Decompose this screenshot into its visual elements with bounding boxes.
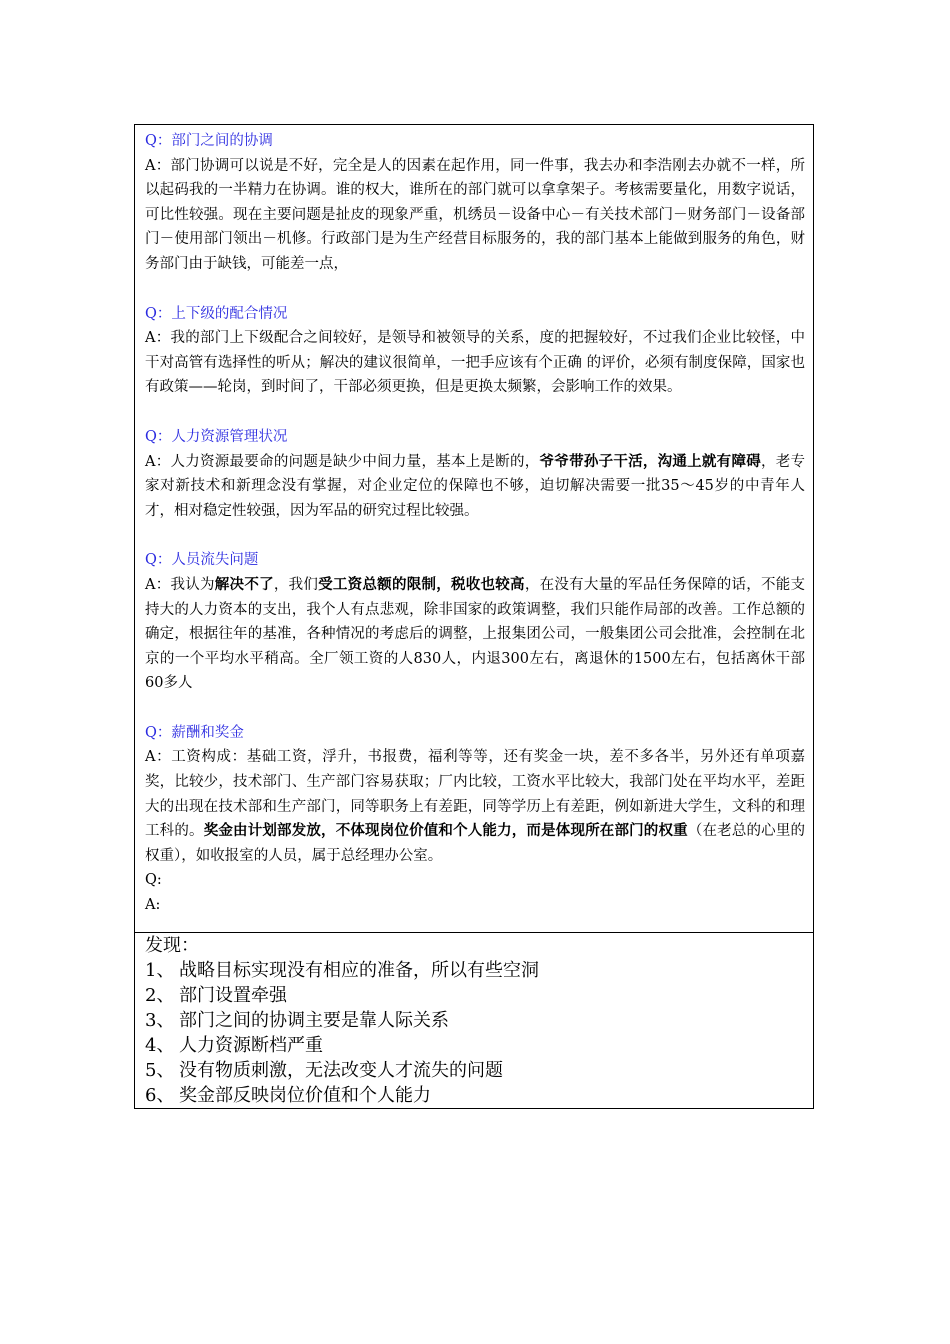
answer-emphasis: 受工资总额的限制，税收也较高: [318, 575, 525, 593]
question-prefix: Q：: [145, 305, 172, 322]
question-heading: [145, 548, 805, 573]
answer-text: 部门协调可以说是不好，完全是人的因素在起作用，同一件事，我去办和李浩刚去办就不一样，所以起码我的一半精力在协调。谁的权大，谁所在的部门就可以拿拿架子。考核需要量化，用数字说话，可比性较强。现在主要问题是扯皮的现象严重，机绣员－设备中心－有关技术部门－财务部门－设备部门－使用部门领出－机修。行政部门是为生产经营目标服务的，我的部门基本上能做到服务的角色，财务部门由于缺钱，可能差一点，: [145, 157, 805, 272]
answer-paragraph: [145, 154, 805, 277]
question-text: 部门之间的协调: [171, 133, 273, 149]
findings-list: [145, 958, 805, 1108]
finding-text: 人力资源断档严重: [179, 1034, 323, 1056]
question-heading: [145, 302, 805, 327]
answer-prefix: A：: [145, 157, 171, 174]
qa-block: [145, 425, 805, 523]
empty-answer: A:: [145, 897, 161, 914]
answer-prefix: A：: [145, 453, 171, 470]
finding-item: [145, 983, 805, 1008]
question-text: 人力资源管理状况: [171, 428, 288, 445]
finding-number: 3、: [145, 1009, 175, 1031]
answer-emphasis: 爷爷带孙子干活，沟通上就有障碍: [539, 452, 761, 470]
qa-block: [145, 302, 805, 400]
findings-title: 发现：: [145, 934, 199, 956]
answer-emphasis: 奖金由计划部发放，不体现岗位价值和个人能力，而是体现所在部门的权重: [203, 822, 688, 840]
answer-text: 我认为: [170, 576, 215, 593]
question-prefix: Q：: [145, 724, 172, 741]
question-heading: [145, 721, 805, 746]
finding-text: 战略目标实现没有相应的准备，所以有些空洞: [179, 959, 539, 981]
finding-number: 6、: [145, 1084, 175, 1106]
question-text: 薪酬和奖金: [171, 724, 244, 741]
finding-text: 部门之间的协调主要是靠人际关系: [179, 1009, 449, 1031]
answer-paragraph: [145, 573, 805, 696]
answer-paragraph: [145, 326, 805, 400]
question-text: 人员流失问题: [171, 552, 259, 569]
finding-text: 没有物质刺激，无法改变人才流失的问题: [179, 1059, 503, 1081]
finding-number: 4、: [145, 1034, 175, 1056]
answer-prefix: A：: [145, 576, 171, 593]
finding-item: [145, 1083, 805, 1108]
answer-paragraph: [145, 745, 805, 868]
finding-item: [145, 1033, 805, 1058]
finding-text: 奖金部反映岗位价值和个人能力: [179, 1084, 431, 1106]
findings-section: [135, 933, 813, 1108]
empty-question: Q:: [145, 872, 162, 889]
question-heading: [145, 129, 805, 154]
qa-block: [145, 721, 805, 869]
answer-text: 工资构成：基础工资，浮升，书报费，福利等等，还有奖金一块，差不多各半，另外还有单项嘉奖，比较少，技术部门、生产部门容易获取；厂内比较，工资水平比较大，我部门处在平均水平，差距大的出现在技术部和生产部门，同等职务上有差距，同等学历上有差距，例如新进大学生，文科的和理工科的。: [145, 749, 805, 840]
qa-block: [145, 129, 805, 277]
finding-number: 5、: [145, 1059, 175, 1081]
interview-table: [134, 124, 814, 1109]
answer-text: 人力资源最要命的问题是缺少中间力量，基本上是断的，: [170, 453, 540, 470]
question-prefix: Q：: [145, 428, 172, 445]
qa-block: [145, 548, 805, 696]
answer-text: ，我们: [273, 576, 319, 593]
finding-item: [145, 958, 805, 983]
question-prefix: Q：: [145, 552, 172, 569]
answer-text: ，老专家对新技术和新理念没有掌握，对企业定位的保障也不够，迫切解决需要一批35～45岁的中青年人才，相对稳定性较强，因为军品的研究过程比较强。: [145, 453, 806, 519]
answer-text: ，在没有大量的军品任务保障的话，不能支持大的人力资本的支出，我个人有点悲观，除非国家的政策调整，我们只能作局部的改善。工作总额的确定，根据往年的基准，各种情况的考虑后的调整，上报集团公司，一般集团公司会批准，会控制在北京的一个平均水平稍高。全厂领工资的人830人，内退300左右，离退休的1500左右，包括离休干部60多人: [145, 576, 806, 692]
finding-item: [145, 1058, 805, 1083]
answer-emphasis: 解决不了: [214, 575, 274, 593]
answer-prefix: A：: [145, 749, 172, 766]
question-prefix: Q：: [145, 133, 172, 149]
finding-text: 部门设置牵强: [179, 984, 287, 1006]
qa-list: [145, 129, 805, 868]
finding-number: 1、: [145, 959, 175, 981]
finding-item: [145, 1008, 805, 1033]
finding-number: 2、: [145, 984, 175, 1006]
answer-prefix: A：: [145, 330, 171, 347]
question-heading: [145, 425, 805, 450]
answer-paragraph: [145, 450, 805, 524]
answer-text: （在老总的心里的权重），如收报室的人员，属于总经理办公室。: [145, 823, 806, 864]
qa-section: [135, 125, 813, 933]
question-text: 上下级的配合情况: [171, 305, 288, 322]
answer-text: 我的部门上下级配合之间较好，是领导和被领导的关系，度的把握较好，不过我们企业比较怪，中干对高管有选择性的听从；解决的建议很简单，一把手应该有个正确 的评价，必须有制度保障，国家也有政策——轮岗，到时间了，干部必须更换，但是更换太频繁，会影响工作的效果。: [145, 330, 805, 396]
